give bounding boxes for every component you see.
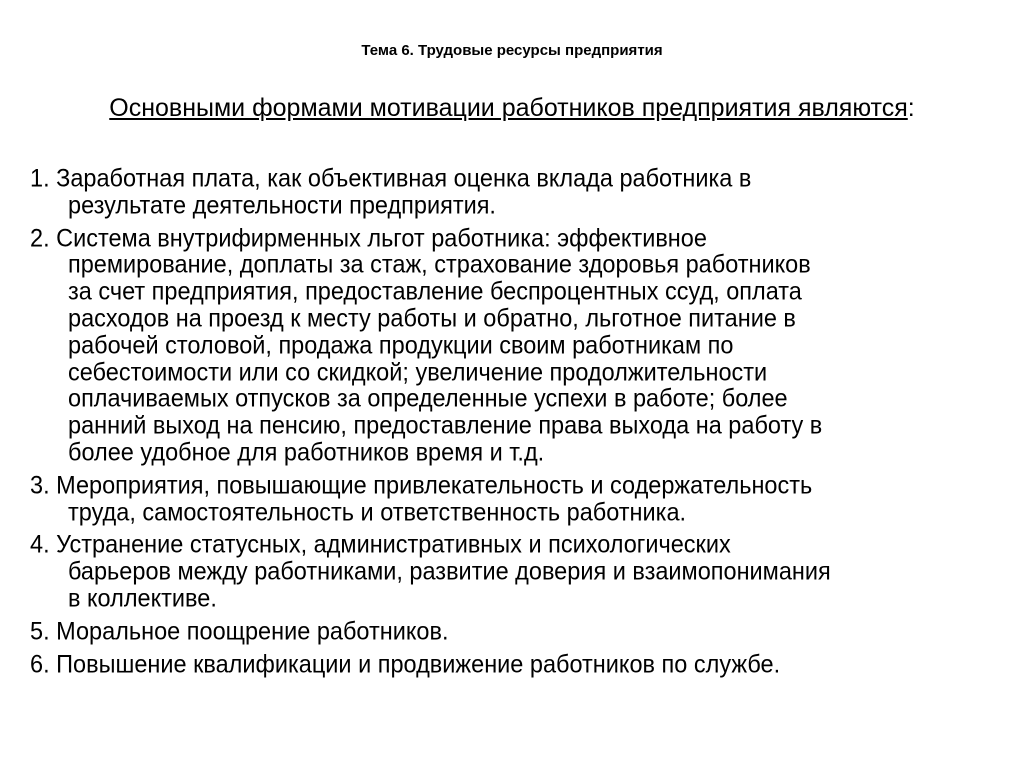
slide-title: Тема 6. Трудовые ресурсы предприятия [361,42,663,59]
list-item-line: 6. Повышение квалификации и продвижение работников по службе. [30,649,781,678]
list-item-line: премирование, доплаты за стаж, страхование здоровья работников [68,250,811,279]
heading-text: Основными формами мотивации работников предприятия являются [109,94,908,122]
list-item-line: 2. Система внутрифирменных льгот работника: эффективное [30,223,707,252]
list-item [30,651,1020,678]
list-item-line: барьеров между работниками, развитие доверия и взаимопонимания [68,557,831,586]
list-item-line: 1. Заработная плата, как объективная оценка вклада работника в [30,163,752,193]
motivation-list [30,165,1020,683]
list-item [30,472,1020,526]
list-item [30,531,1020,611]
list-item-line: оплачиваемых отпусков за определенные успехи в работе; более [68,384,788,413]
list-item-line: себестоимости или со скидкой; увеличение продолжительности [68,357,768,386]
slide-heading [0,94,1024,123]
list-item-line: ранний выход на пенсию, предоставление права выхода на работу в [68,411,823,440]
list-item [30,165,1020,219]
list-item-line: 4. Устранение статусных, административных и психологических [30,530,731,559]
list-item-line: за счет предприятия, предоставление беспроцентных ссуд, оплата [68,277,802,306]
list-item [30,618,1020,645]
list-item-line: 5. Моральное поощрение работников. [30,616,449,645]
list-item-line: рабочей столовой, продажа продукции своим работникам по [68,330,734,359]
list-item-line: результате деятельности предприятия. [68,190,496,219]
list-item-line: более удобное для работников время и т.д. [68,437,545,466]
list-item-line: 3. Мероприятия, повышающие привлекательность и содержательность [30,470,813,499]
list-item-line: в коллективе. [68,583,217,612]
list-item-line: труда, самостоятельность и ответственность работника. [68,497,687,526]
list-item [30,225,1020,466]
list-item-line: расходов на проезд к месту работы и обратно, льготное питание в [68,303,796,332]
heading-colon: : [907,94,915,122]
